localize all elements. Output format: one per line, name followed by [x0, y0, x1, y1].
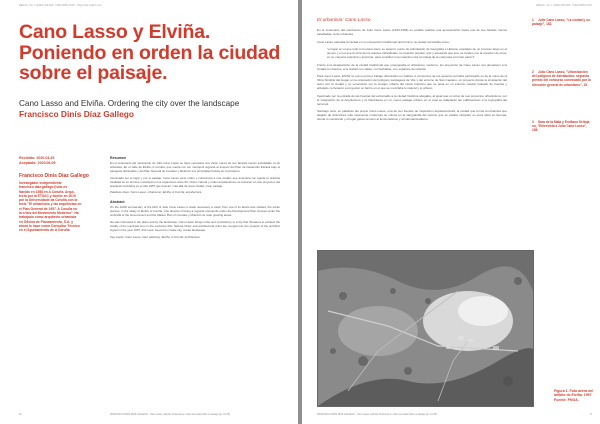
footnote-number: 3	[532, 120, 534, 124]
footnote-3	[532, 120, 592, 133]
bio-line: tesis "El urbanismo y las arquitectas en	[19, 202, 82, 207]
body-paragraph: Santiago será, en palabras del propio Cano Lasso, una de sus fuentes de inspiración arquitectónica3, la ciudad que forma al urbanista que alejado de directrices más netamente modernas se coloca en la vanguardia del camino que se estaba iniciando en esos años en Europa, donde lo construido y el lugar ganan terreno al funcionalismo y al internacionalismo.	[317, 109, 507, 121]
received-date: Recibido: 2020.04.29	[19, 156, 55, 160]
body-column	[317, 28, 507, 125]
aerial-photo-illustration	[318, 251, 533, 406]
title-line-2: Poniendo en orden la ciudad	[19, 41, 281, 64]
bio-line: ahora lo hace como Consultor Técnico	[19, 223, 80, 228]
footnote-text: Sara de la Mata y Emiliano Seltoja no, "Entrevista a Julio Cano Lasso", 108.	[532, 120, 590, 133]
footnote-2	[532, 70, 592, 87]
body-paragraph: Fascinado por la entrada de las huertas del extrarradio a la ciudad histórica abogaba, al igual que en otros de sus proyectos urbanísticos, por la integración de la Arquitectura y la Naturaleza en un nuevo paisaje urbano en el cual se adaptarán las edificaciones a la topografía del terreno2.	[317, 93, 507, 106]
accepted-date: Aceptado: 2020.06.09	[19, 161, 56, 165]
key-words: Key words: Cano Lasso; town planning; Elviña; A Coruña; architecture.	[110, 234, 201, 239]
bio-line: en el Ayuntamiento de A Coruña.	[19, 228, 71, 233]
author-name: Francisco Dinís Díaz Gallego	[19, 109, 134, 119]
resumen-heading: Resumen	[110, 156, 127, 160]
left-page	[0, 0, 298, 424]
article-dates	[19, 156, 56, 166]
footer-text: FRANCISCO DINÍS DÍAZ GALLEGO · Cano Lasso y Elviña. Poniendo en orden la ciudad sobre el paisaje (pp. 16-35)	[317, 414, 437, 416]
block-quote: "el lugar en el que todo lo humano tiene su asiento: punto de articulación de Geografía e Historia, resultado de un proceso largo en el tiempo y en el que la obra de los autores individuales, la creación popular, arte y artesanía que sea, se funden con la creación de otros, en su mayoría colectiva y anónima, para constituir una creación más compleja de la cual pasa a formar parte"1.	[327, 47, 507, 59]
body-paragraph: Cano Lasso valoraba la ciudad en su concepción tradicional del término, la ciudad concebida como:	[317, 39, 450, 44]
abstract-paragraph: He was interested in the place and by the landscape, Cano Lasso brings order and consistency to a city that threatens to exhaust the totality of its municipal term in the explosive 60s. Natural Order and architectural order are merged into two projects of the architect signed in the year 1957, that seek, beyond to create city, create landscape.	[110, 220, 281, 232]
footnote-1	[532, 18, 592, 26]
author-bio	[19, 181, 89, 233]
bio-line: Investigador independiente	[19, 181, 62, 185]
figure-caption: Figura 1. Foto aérea del ámbito de Elviña. 1957. Fuente: PNOA.	[554, 389, 594, 402]
palabras-clave: Palabras clave: Cano Lasso; urbanismo; Elviña; A Coruña; arquitectura.	[110, 190, 202, 195]
aerial-photo	[317, 250, 534, 407]
footnote-text: Julio Cano Lasso, "Urbanización del polígono de Astrabudúa: segundo premio del concurso convocado por la dirección general de urbanismo", 15.	[532, 70, 591, 87]
title-line-3: sobre el paisaje.	[19, 62, 168, 84]
footer-page-number: 16	[19, 414, 22, 416]
right-page	[302, 0, 600, 424]
bio-line: el Plan General de 1957. A Coruña en	[19, 206, 78, 211]
footnote-number: 1	[532, 18, 534, 22]
bio-line: en Oficina de Planeamiento, S.A. y	[19, 219, 74, 224]
footer-text: FRANCISCO DINÍS DÍAZ GALLEGO · Cano Lasso y Elviña. Poniendo en orden la ciudad sobre el paisaje (pp. 16-35)	[110, 414, 230, 416]
bio-line: tecto por la ETSAC y doctor en 2019	[19, 193, 76, 198]
english-title: Cano Lasso and Elviña. Ordering the city over the landscape	[19, 99, 240, 108]
bio-line: la crisis del Movimiento Moderno". Ha	[19, 211, 79, 216]
running-head-right: REGAC, Vol. 1 (2020) 000-000 · ISSN 2695-XXXX	[536, 4, 592, 7]
abstract-paragraph: On the 100th anniversary of the birth of Julio Cano Lasso is made necessary a vision from one of its facets less studied, the urban planner. In the valley of Elviña, A Coruña, who dreams of being a regional metropolis under the Development Plan focuses under the umbrella of the Government and the Master Plan of Corrales y Molezún its main growing areas.	[110, 205, 280, 218]
section-title: El urbanista: Cano Lasso	[317, 18, 371, 23]
body-paragraph: En el centenario del nacimiento de Julio Cano Lasso (1920-1996) es posible realizar una aproximación hacia una de sus facetas menos estudiadas, la de urbanista.	[317, 28, 507, 36]
body-paragraph: Para Cano Lasso, Elviña no era su primer trabajo urbanístico en Galicia. A comienzos de los sesenta ya había participado en de la mano de la Obra Sindical del Hogar en la ordenación del polígono santiagués de Vite y del entorno de San Caetano, un proyecto donde la simulación del autor con la ciudad y su veneración por la imagen urbana del casco histórico que se posa en un entorno natural rodeado de huertas y arbolado, le llevaron a proyectar un barrio en el que se mezclaba lo natural y lo urbano.	[317, 74, 507, 90]
bio-line: Nacido en 1988 en A Coruña. Arqui-	[19, 189, 75, 194]
footnote-text: Julio Cano Lasso, "La ciudad y su paisaje", 162.	[532, 18, 590, 27]
bio-line: trabajado como arquitecto urbanista	[19, 215, 77, 220]
footnote-number: 2	[532, 70, 534, 74]
footer-page-number: 17	[589, 414, 592, 416]
bio-author-name: Francisco Dinís Díaz Gallego	[19, 173, 89, 179]
bio-email-link[interactable]: francisco.diaz.gallego@udc.es	[19, 185, 68, 190]
resumen-paragraph: En el centenario del nacimiento de Julio Cano Lasso se hace necesaria una visión nueva de sus facetas menos estudiadas, la de urbanista. En el valle de Elviña, A Coruña, que sueña con ser metrópoli regional al amparo del Plan de Desarrollo fracasa bajo el paraguas del Estado y del Plan General de Corrales y Molezún sus principales bolsas de crecimiento.	[110, 161, 280, 173]
abstract-column	[110, 156, 280, 243]
body-paragraph: Frente a la desaparición de la ciudad tradicional que propugnaba el urbanismo moderno, los proyectos de Cano Lasso nos devuelven a la ciudad con barrios, a la ciudad con calles, con fachadas, con espacios de relación.	[317, 62, 507, 71]
title-line-1: Cano Lasso y Elviña.	[19, 21, 211, 43]
abstract-heading: Abstract	[110, 200, 125, 205]
article-title	[19, 22, 289, 84]
resumen-paragraph: Interesado por el lugar y por el paisaje, Cano Lasso pone orden y coherencia a una ciudad, que amenaza con agotar la práctica totalidad de su término municipal en los expansivos años 60. Orden natural y orden arquitectónico se fusionan en dos proyectos del arquitecto fechados en el año 1957 que buscan, más allá de crear ciudad, crear paisaje.	[110, 175, 280, 188]
bio-line: por la Universidade da Coruña con la	[19, 198, 78, 203]
running-head-left: REGAC, Vol. 1 (2020) 000-000 · ISSN 2695-XXXX · https://doi.org/10.xxxx	[19, 4, 102, 7]
